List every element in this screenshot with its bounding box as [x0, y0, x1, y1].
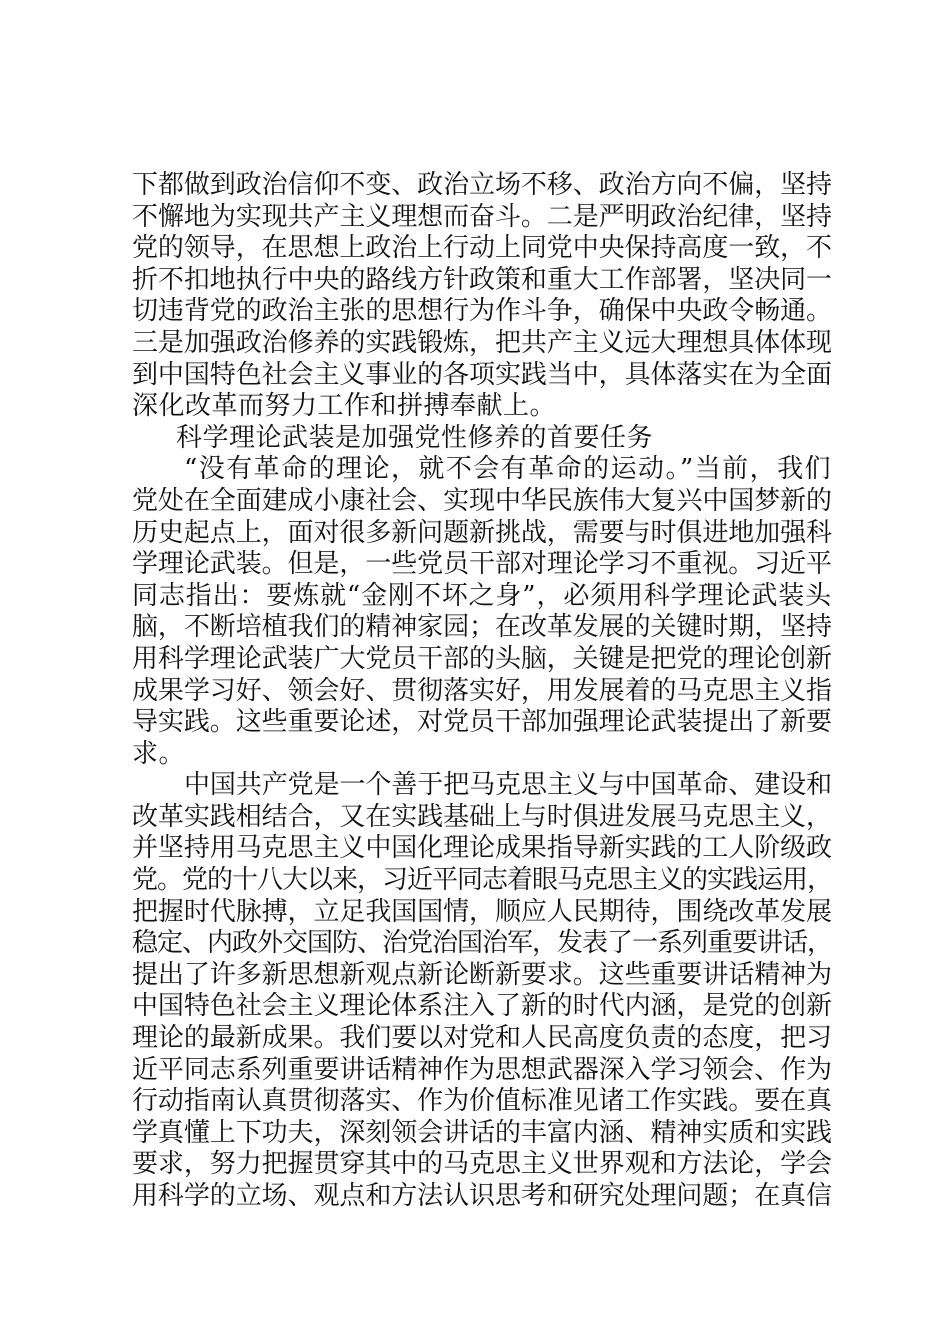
text-line: 学理论武装。但是，一些党员干部对理论学习不重视。习近平: [132, 549, 832, 580]
text-line: 中国共产党是一个善于把马克思主义与中国革命、建设和: [184, 770, 832, 801]
text-line: 中国特色社会主义理论体系注入了新的时代内涵，是党的创新: [132, 991, 832, 1022]
text-line: 切违背党的政治主张的思想行为作斗争，确保中央政令畅通。: [132, 296, 832, 327]
text-line: 求。: [132, 738, 186, 769]
text-line: 理论的最新成果。我们要以对党和人民高度负责的态度，把习: [132, 1023, 832, 1054]
text-line: 行动指南认真贯彻落实、作为价值标准见诸工作实践。要在真: [132, 1086, 832, 1117]
text-line: 改革实践相结合，又在实践基础上与时俱进发展马克思主义，: [132, 801, 832, 832]
text-line: 学真懂上下功夫，深刻领会讲话的丰富内涵、精神实质和实践: [132, 1117, 832, 1148]
paragraph-2: [132, 454, 832, 770]
text-line: 历史起点上，面对很多新问题新挑战，需要与时俱进地加强科: [132, 517, 832, 548]
paragraph-3: [132, 770, 832, 1212]
text-line: 稳定、内政外交国防、治党治国治军，发表了一系列重要讲话，: [132, 928, 832, 959]
text-line: 成果学习好、领会好、贯彻落实好，用发展着的马克思主义指: [132, 675, 832, 706]
text-line: “没有革命的理论，就不会有革命的运动。”当前，我们: [184, 454, 832, 485]
text-line: 同志指出：要炼就“金刚不坏之身”，必须用科学理论武装头: [132, 580, 832, 611]
text-line: 党的领导，在思想上政治上行动上同党中央保持高度一致，不: [132, 233, 832, 264]
text-line: 近平同志系列重要讲话精神作为思想武器深入学习领会、作为: [132, 1054, 832, 1085]
text-line: 深化改革而努力工作和拼搏奉献上。: [132, 391, 557, 422]
document-body: [132, 170, 832, 1213]
text-line: 党。党的十八大以来，习近平同志着眼马克思主义的实践运用，: [132, 865, 832, 896]
text-line: 把握时代脉搏，立足我国国情，顺应人民期待，围绕改革发展: [132, 896, 832, 927]
text-line: 三是加强政治修养的实践锻炼，把共产主义远大理想具体体现: [132, 327, 832, 358]
text-line: 导实践。这些重要论述，对党员干部加强理论武装提出了新要: [132, 707, 832, 738]
section-heading: 科学理论武装是加强党性修养的首要任务: [176, 422, 654, 453]
text-line: 党处在全面建成小康社会、实现中华民族伟大复兴中国梦新的: [132, 485, 832, 516]
text-line: 不懈地为实现共产主义理想而奋斗。二是严明政治纪律，坚持: [132, 201, 832, 232]
text-line: 脑，不断培植我们的精神家园；在改革发展的关键时期，坚持: [132, 612, 832, 643]
paragraph-1: [132, 170, 832, 423]
text-line: 用科学理论武装广大党员干部的头脑，关键是把党的理论创新: [132, 643, 832, 674]
text-line: 要求，努力把握贯穿其中的马克思主义世界观和方法论，学会: [132, 1149, 832, 1180]
text-line: 用科学的立场、观点和方法认识思考和研究处理问题；在真信: [132, 1181, 832, 1211]
text-line: 下都做到政治信仰不变、政治立场不移、政治方向不偏，坚持: [132, 170, 832, 200]
text-line: 提出了许多新思想新观点新论断新要求。这些重要讲话精神为: [132, 959, 832, 990]
text-line: 并坚持用马克思主义中国化理论成果指导新实践的工人阶级政: [132, 833, 832, 864]
text-line: 到中国特色社会主义事业的各项实践当中，具体落实在为全面: [132, 359, 832, 390]
text-line: 折不扣地执行中央的路线方针政策和重大工作部署，坚决同一: [132, 264, 832, 295]
